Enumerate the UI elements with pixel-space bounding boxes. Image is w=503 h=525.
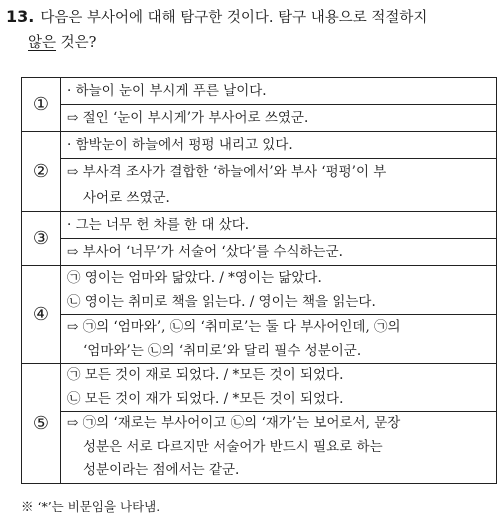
option-3-example: · 그는 너무 헌 차를 한 대 샀다.	[67, 217, 250, 233]
option-row-3[interactable]	[22, 212, 497, 266]
option-2-example: · 함박눈이 하늘에서 펑펑 내리고 있다.	[67, 137, 293, 153]
option-content-1	[61, 78, 497, 132]
option-2-explanation-line: ⇨ 부사격 조사가 결합한 ‘하늘에서’와 부사 ‘펑펑’이 부	[67, 164, 387, 180]
option-content-3	[61, 212, 497, 266]
option-content-2	[61, 132, 497, 212]
option-1-example: · 하늘이 눈이 부시게 푸른 날이다.	[67, 83, 267, 99]
option-3-explanation-line: ⇨ 부사어 ‘너무’가 서술어 ‘샀다’를 수식하는군.	[67, 244, 343, 260]
option-number-2[interactable]: ②	[22, 132, 61, 212]
option-number-3[interactable]: ③	[22, 212, 61, 266]
option-5-explanation-line: ⇨ ㉠의 ‘재로는 부사어이고 ㉡의 ‘재가’는 보어로서, 문장	[67, 415, 401, 431]
option-4-example-a: ㉠ 영이는 엄마와 닮았다. / *영이는 닮았다.	[67, 270, 322, 286]
question-underlined-word: 않은	[28, 35, 57, 51]
option-5-explanation-line: 성분은 서로 다르지만 서술어가 반드시 필요로 하는	[83, 438, 383, 455]
question-number: 13.	[6, 7, 35, 26]
option-5-example-b: ㉡ 모든 것이 재가 되었다. / *모든 것이 되었다.	[67, 390, 344, 407]
option-5-explanation-line: 성분이라는 점에서는 같군.	[83, 462, 240, 478]
question-stem-tail: 것은?	[56, 35, 97, 51]
option-row-4[interactable]	[22, 266, 497, 364]
options-table	[21, 77, 497, 484]
option-4-example-b: ㉡ 영이는 취미로 책을 읽는다. / 영이는 책을 읽는다.	[67, 294, 376, 310]
option-2-explanation-line: 사어로 쓰였군.	[83, 190, 170, 206]
option-4-explanation-line: ‘엄마와’는 ㉡의 ‘취미로’와 달리 필수 성분이군.	[83, 343, 362, 359]
footnote: ※ ‘*’는 비문임을 나타냄.	[21, 499, 161, 514]
option-row-2[interactable]	[22, 132, 497, 212]
question-stem	[6, 4, 498, 56]
option-number-5[interactable]: ⑤	[22, 364, 61, 484]
option-2-explanation	[61, 158, 496, 211]
option-1-explanation	[61, 104, 496, 131]
option-row-1[interactable]	[22, 78, 497, 132]
option-number-4[interactable]: ④	[22, 266, 61, 364]
option-4-explanation	[61, 314, 496, 363]
question-stem-line1: 다음은 부사어에 대해 탐구한 것이다. 탐구 내용으로 적절하지	[40, 10, 428, 26]
option-4-explanation-line: ⇨ ㉠의 ‘엄마와’, ㉡의 ‘취미로’는 둘 다 부사어인데, ㉠의	[67, 319, 401, 335]
option-content-5	[61, 364, 497, 484]
option-content-4	[61, 266, 497, 364]
option-3-explanation	[61, 238, 496, 265]
option-5-explanation	[61, 411, 496, 483]
option-row-5[interactable]	[22, 364, 497, 484]
option-1-explanation-line: ⇨ 절인 ‘눈이 부시게’가 부사어로 쓰였군.	[67, 110, 309, 126]
option-number-1[interactable]: ①	[22, 78, 61, 132]
option-5-example-a: ㉠ 모든 것이 재로 되었다. / *모든 것이 되었다.	[67, 367, 344, 383]
